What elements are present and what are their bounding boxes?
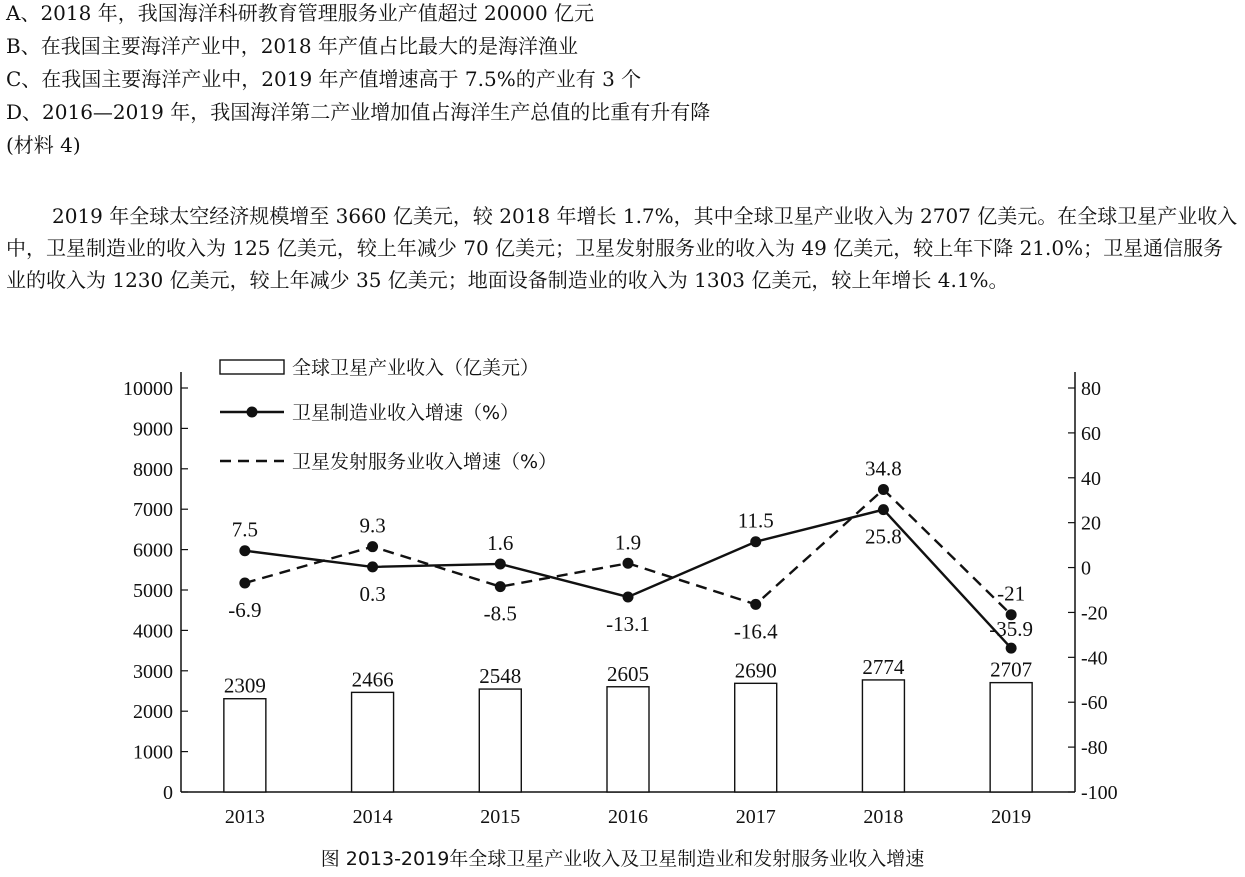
manufacturing-growth-point (239, 545, 250, 556)
bar (607, 687, 649, 792)
left-tick-label: 1000 (133, 741, 173, 764)
right-tick-label: 40 (1081, 467, 1101, 490)
right-tick-label: -40 (1081, 647, 1108, 670)
option-a: A、2018 年，我国海洋科研教育管理服务业产值超过 20000 亿元 (6, 1, 595, 25)
manufacturing-growth-point (878, 504, 889, 515)
manufacturing-growth-label: 1.6 (487, 530, 514, 555)
x-tick-label: 2018 (863, 806, 904, 828)
launch-growth-label: -21 (997, 581, 1026, 606)
legend-manufacturing-marker (247, 407, 258, 418)
bar-value-label: 2605 (607, 661, 649, 686)
launch-growth-point (495, 581, 506, 592)
bar (352, 692, 394, 792)
manufacturing-growth-label: 0.3 (359, 581, 386, 606)
left-tick-label: 0 (163, 782, 173, 804)
launch-growth-point (750, 599, 761, 610)
x-tick-label: 2015 (480, 806, 521, 828)
launch-growth-label: -6.9 (228, 598, 262, 623)
left-tick-label: 5000 (133, 580, 173, 602)
launch-growth-label: 1.9 (614, 530, 642, 555)
left-tick-label: 2000 (133, 701, 173, 724)
launch-growth-label: 34.8 (865, 456, 902, 481)
launch-growth-point (878, 484, 889, 495)
material-label: (材料 4) (6, 133, 81, 157)
bar-value-label: 2774 (862, 654, 905, 679)
x-tick-label: 2017 (735, 806, 776, 828)
legend-launch-label: 卫星发射服务业收入增速（%） (292, 451, 558, 473)
option-c: C、在我国主要海洋产业中，2019 年产值增速高于 7.5%的产业有 3 个 (6, 67, 642, 91)
option-d: D、2016—2019 年，我国海洋第二产业增加值占海洋生产总值的比重有升有降 (6, 100, 711, 124)
launch-growth-label: -8.5 (483, 601, 517, 626)
x-tick-label: 2016 (608, 806, 648, 828)
right-tick-label: -60 (1081, 692, 1108, 715)
option-b: B、在我国主要海洋产业中，2018 年产值占比最大的是海洋渔业 (6, 34, 578, 58)
right-tick-label: -100 (1081, 782, 1118, 804)
manufacturing-growth-point (367, 561, 378, 572)
left-tick-label: 4000 (133, 620, 173, 643)
manufacturing-growth-point (750, 536, 761, 547)
manufacturing-growth-label: -13.1 (606, 611, 650, 636)
manufacturing-growth-label: -35.9 (989, 617, 1034, 642)
legend-manufacturing-label: 卫星制造业收入增速（%） (292, 402, 520, 424)
legend-bar-label: 全球卫星产业收入（亿美元） (292, 357, 540, 379)
launch-growth-point (239, 578, 250, 589)
x-tick-label: 2014 (352, 806, 393, 828)
left-tick-label: 6000 (133, 539, 173, 562)
left-tick-label: 10000 (123, 378, 173, 400)
bar (735, 683, 777, 792)
bar-value-label: 2466 (351, 667, 394, 692)
bar-value-label: 2548 (479, 664, 522, 689)
legend-bar-swatch (220, 360, 284, 374)
manufacturing-growth-label: 7.5 (231, 517, 258, 542)
launch-growth-label: -16.4 (733, 619, 778, 644)
manufacturing-growth-label: 25.8 (865, 524, 902, 549)
left-tick-label: 3000 (133, 660, 173, 683)
line-series (228, 456, 1033, 653)
right-tick-label: 20 (1081, 512, 1101, 535)
question-options (6, 0, 1241, 158)
manufacturing-growth-point (1006, 643, 1017, 654)
left-tick-label: 7000 (133, 499, 173, 522)
right-tick-label: -20 (1081, 602, 1108, 625)
satellite-revenue-chart (0, 355, 1245, 840)
right-tick-label: 60 (1081, 422, 1101, 445)
paragraph-text: 2019 年全球太空经济规模增至 3660 亿美元，较 2018 年增长 1.7%，其中全球卫星产业收入为 2707 亿美元。在全球卫星产业收入中，卫星制造业的收入为 125 亿美元，较上年减少 70 亿美元；卫星发射服务业的收入为 49 亿美元，较上年下降 21.0%；卫星通信服务业的收入为 1230 亿美元，较上年减少 35 亿美元；地面设备制造业的收入为 1303 亿美元，较上年增长 4.1%。 (6, 204, 1238, 292)
manufacturing-growth-point (495, 558, 506, 569)
bar (224, 699, 266, 792)
manufacturing-growth-point (623, 591, 634, 602)
bar (990, 683, 1032, 792)
right-tick-label: -80 (1081, 737, 1108, 760)
right-tick-label: 0 (1081, 557, 1091, 580)
left-tick-label: 8000 (133, 458, 173, 481)
launch-growth-point (623, 558, 634, 569)
bar-series (224, 655, 1032, 792)
bar (479, 689, 521, 792)
manufacturing-growth-label: 11.5 (737, 508, 774, 533)
left-tick-label: 9000 (133, 418, 173, 441)
bar-value-label: 2309 (223, 673, 266, 698)
material-paragraph (6, 200, 1241, 296)
launch-growth-label: 9.3 (359, 513, 386, 538)
x-tick-label: 2013 (224, 806, 265, 828)
right-tick-label: 80 (1081, 378, 1101, 400)
x-tick-label: 2019 (991, 806, 1032, 828)
bar (862, 680, 904, 792)
bar-value-label: 2690 (734, 658, 777, 683)
bar-value-label: 2707 (990, 657, 1033, 682)
chart-legend (220, 357, 557, 473)
chart-caption: 图 2013-2019年全球卫星产业收入及卫星制造业和发射服务业收入增速 (320, 848, 925, 870)
launch-growth-point (367, 541, 378, 552)
